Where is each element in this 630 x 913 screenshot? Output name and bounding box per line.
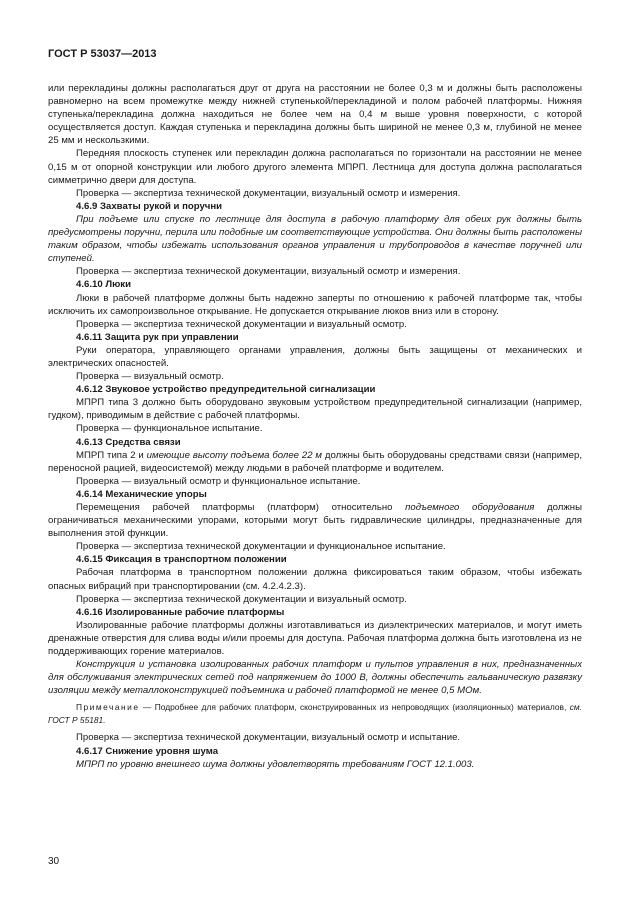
paragraph: Рабочая платформа в транспортном положении должна фиксироваться таким образом, чтобы избежать опасных вибраций при транспортировании (см. 4.2.4.2.3). xyxy=(48,567,582,592)
check-line: Проверка — функциональное испытание. xyxy=(76,423,263,435)
section-heading-4-6-13: 4.6.13 Средства связи xyxy=(76,436,181,448)
document-header: ГОСТ Р 53037—2013 xyxy=(48,48,157,60)
text-run: Перемещения рабочей платформы (платформ) относительно xyxy=(76,502,406,513)
section-heading-4-6-11: 4.6.11 Защита рук при управлении xyxy=(76,331,239,343)
italic-run: имеющие высоту подъема более 22 м xyxy=(146,449,322,461)
italic-run: подъемного оборудования xyxy=(405,502,535,513)
section-heading-4-6-16: 4.6.16 Изолированные рабочие платформы xyxy=(76,606,285,618)
section-heading-4-6-9: 4.6.9 Захваты рукой и поручни xyxy=(76,200,223,212)
paragraph xyxy=(48,449,582,475)
section-heading-4-6-12: 4.6.12 Звуковое устройство предупредительной сигнализации xyxy=(76,384,376,396)
section-heading-4-6-10: 4.6.10 Люки xyxy=(76,279,131,291)
paragraph: Руки оператора, управляющего органами управления, должны быть защищены от механических и электрических опасностей. xyxy=(48,344,582,369)
paragraph: Передняя плоскость ступенек или перекладин должна располагаться по горизонтали на расстоянии не менее 0,15 м от опорной конструкции или любого другого элемента МПРП. Лестница для доступа должна располагаться симметрично двери для доступа. xyxy=(48,148,582,186)
check-line: Проверка — экспертиза технической документации и визуальный осмотр. xyxy=(76,318,407,330)
paragraph xyxy=(48,501,582,540)
check-line: Проверка — экспертиза технической документации и функциональное испытание. xyxy=(76,541,446,553)
check-line: Проверка — визуальный осмотр. xyxy=(76,371,224,383)
paragraph: Конструкция и установка изолированных рабочих платформ и пультов управления в них, предназначенных для обслуживания электрических сетей под напряжением до 1000 В, должны обеспечить гальваническую развязку изоляции между металлоконструкцией подъемника и рабочей платформой не менее 0,5 МОм. xyxy=(48,659,582,697)
section-heading-4-6-15: 4.6.15 Фиксация в транспортном положении xyxy=(76,554,287,566)
document-body xyxy=(48,82,582,771)
paragraph: При подъеме или спуске по лестнице для доступа в рабочую платформу для обеих рук должны быть предусмотрены поручни, перила или подобные им соответствующие устройства. Они должны быть расположены таким образом, чтобы избежать использования органов управления и трубопроводов в качестве поручней или ступеней. xyxy=(48,213,582,265)
paragraph: или перекладины должны располагаться друг от друга на расстоянии не более 0,3 м и должны быть расположены равномерно на всем промежутке между нижней ступенькой/перекладиной и полом рабочей платформы. Нижняя ступенька/перекладина должна находиться не более чем на 0,4 м выше уровня поверхности, с которой осуществляется доступ. Каждая ступенька и перекладина должны быть шириной не менее 0,3 м, глубиной не менее 25 мм и нескользкими. xyxy=(48,83,582,147)
text-run: должны ограничиваться механическими упорами, которыми могут быть гидравлические цилиндры, предназначенные для выполнения этой функции. xyxy=(48,502,582,540)
text-run: должны быть оборудованы средствами связи (например, переносной рацией, видеосистемой) между людьми в рабочей платформе и водителем. xyxy=(48,449,583,474)
note xyxy=(48,701,582,727)
check-line: Проверка — экспертиза технической документации и визуальный осмотр. xyxy=(76,593,407,605)
paragraph: Изолированные рабочие платформы должны изготавливаться из диэлектрических материалов, и могут иметь дренажные отверстия для слива воды и/или проемы для доступа. Рабочая платформа должна быть изготовлена из не поддерживающих горение материалов. xyxy=(48,619,582,658)
note-reference: см. ГОСТ Р 55181. xyxy=(48,702,582,726)
paragraph: МПРП типа 3 должно быть оборудовано звуковым устройством предупредительной сигнализации (например, гудком), приводимым в действие с рабочей платформы. xyxy=(48,397,582,422)
note-label: Примечание xyxy=(76,702,140,713)
note-text: — Подробнее для рабочих платформ, сконструированных из непроводящих (изоляционных) материалов, xyxy=(139,702,570,713)
text-run: МПРП типа 2 и xyxy=(76,449,147,461)
check-line: Проверка — визуальный осмотр и функциональное испытание. xyxy=(76,475,361,487)
check-line: Проверка — экспертиза технической документации, визуальный осмотр и испытание. xyxy=(76,732,461,744)
paragraph: Люки в рабочей платформе должны быть надежно заперты по отношению к рабочей платформе так, чтобы исключить их самопроизвольное открывание. Не допускается открывание люков вниз или в сторону. xyxy=(48,292,582,317)
section-heading-4-6-17: 4.6.17 Снижение уровня шума xyxy=(76,745,219,757)
check-line: Проверка — экспертиза технической документации, визуальный осмотр и измерения. xyxy=(76,266,461,278)
check-line: Проверка — экспертиза технической документации, визуальный осмотр и измерения. xyxy=(76,187,461,199)
page-number: 30 xyxy=(48,856,60,867)
section-heading-4-6-14: 4.6.14 Механические упоры xyxy=(76,488,207,500)
paragraph: МПРП по уровню внешнего шума должны удовлетворять требованиям ГОСТ 12.1.003. xyxy=(76,758,475,770)
